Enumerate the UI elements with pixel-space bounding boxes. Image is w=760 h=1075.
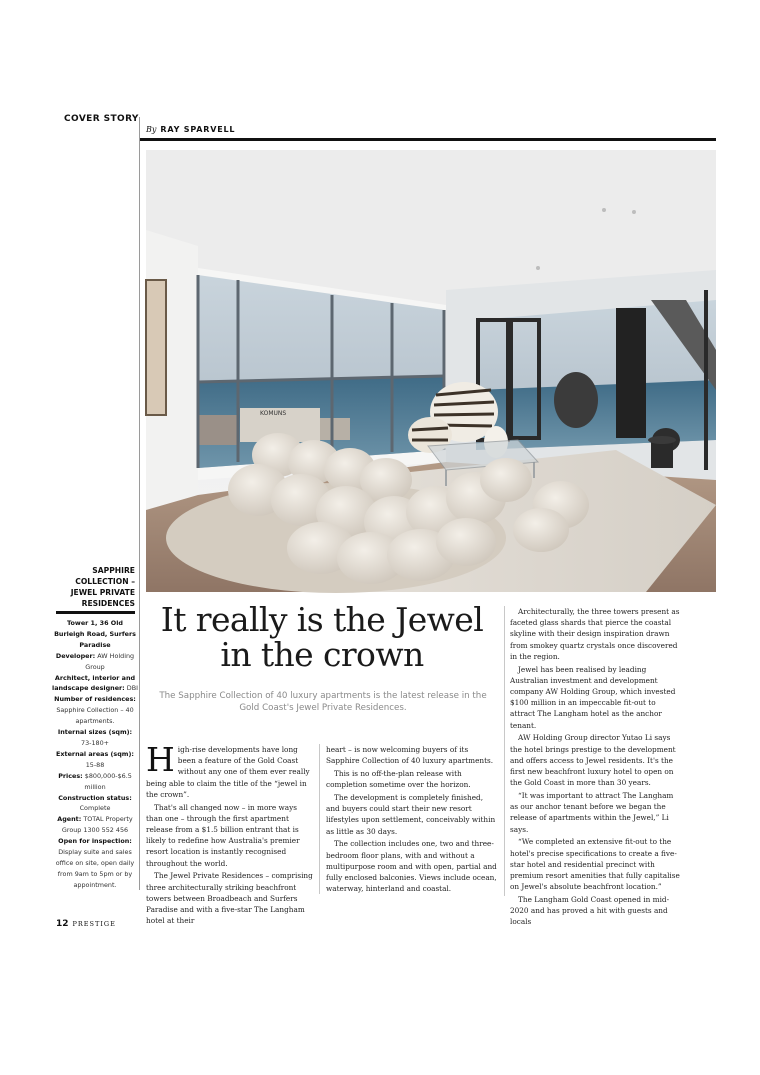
paragraph: “It was important to attract The Langham as our anchor tenant before we began the release of apartments within the Jewel,” Li says. — [510, 791, 674, 834]
paragraph: AW Holding Group director Yutao Li says the hotel brings prestige to the development and offers access to Jewel residents. It's the first new beachfront luxury hotel to open on the Gold Coast in more than 30 years. — [510, 733, 676, 788]
section-label: COVER STORY — [64, 114, 139, 124]
fact-architect: Architect, interior and landscape designer: DBI — [52, 673, 138, 693]
standfirst: The Sapphire Collection of 40 luxury apartments is the latest release in the Gold Coast's Jewel Private Residences. — [159, 691, 487, 713]
column-divider — [319, 744, 320, 894]
byline-name: RAY SPARVELL — [160, 125, 236, 134]
column-divider — [504, 606, 505, 896]
paragraph: The collection includes one, two and three-bedroom floor plans, with and without a multipurpose room and with open, partial and fully enclosed balconies. Views include ocean, waterway, hinterland and coastal. — [326, 839, 497, 894]
fact-construction-status: Construction status: Complete — [58, 793, 132, 813]
sidebar-rule — [56, 611, 135, 614]
paragraph: heart – is now welcoming buyers of its Sapphire Collection of 40 luxury apartments. — [326, 745, 494, 766]
paragraph: This is no off-the-plan release with completion sometime over the horizon. — [326, 769, 471, 790]
paragraph: The Jewel Private Residences – comprising three architecturally striking beachfront towers between Broadbeach and Surfers Paradise and with a five-star The Langham hotel at their — [146, 871, 313, 926]
folio — [56, 919, 116, 929]
sidebar-divider — [139, 117, 140, 890]
body-column-3 — [510, 606, 680, 927]
fact-address: Tower 1, 36 Old Burleigh Road, Surfers Paradise — [54, 619, 136, 649]
headline-line-2: in the crown — [220, 635, 424, 674]
paragraph: That's all changed now – in more ways than one – through the first apartment release from a $1.5 billion entrant that is likely to redefine how Australia's premier resort location is instantly recognised throughout the world. — [146, 802, 300, 868]
fact-inspection: Open for inspection: Display suite and sales office on site, open daily from 9am to 5pm or by appointment. — [55, 837, 135, 889]
byline — [146, 125, 235, 134]
headline — [146, 602, 498, 672]
paragraph: Jewel has been realised by leading Australian investment and development company AW Holding Group, which invested $100 million in an impeccable fit-out to attract The Langham hotel as the anchor tenant. — [510, 664, 676, 730]
fact-prices: Prices: $800,000-$6.5 million — [58, 771, 132, 791]
sidebar-title: SAPPHIRE COLLECTION – JEWEL PRIVATE RESIDENCES — [70, 566, 135, 608]
fact-internal-sizes: Internal sizes (sqm): 73-180+ — [57, 728, 133, 747]
publication-name: PRESTIGE — [72, 920, 116, 928]
fact-external-areas: External areas (sqm): 15-88 — [56, 749, 134, 769]
body-column-2 — [326, 744, 498, 894]
body-column-1 — [146, 740, 314, 926]
byline-prefix: By — [146, 125, 157, 134]
fact-developer: Developer: AW Holding Group — [55, 651, 135, 671]
dropcap: H — [146, 740, 175, 779]
headline-line-1: It really is the Jewel — [160, 600, 484, 639]
fact-residences: Number of residences: Sapphire Collection – 40 apartments. — [54, 695, 136, 726]
paragraph: The development is completely finished, and buyers could start their new resort lifestyles upon settlement, conceivably within as little as 30 days. — [326, 793, 496, 836]
building-sign: KOMUNS — [260, 410, 287, 417]
page-number: 12 — [56, 919, 69, 929]
paragraph: The Langham Gold Coast opened in mid-2020 and has proved a hit with guests and locals — [510, 895, 670, 927]
paragraph: Architecturally, the three towers present as faceted glass shards that pierce the coastal skyline with their design inspiration drawn from smokey quartz crystals once discovered in the region. — [510, 607, 680, 661]
paragraph: High-rise developments have long been a feature of the Gold Coast without any one of them ever really being able to claim the title of the “jewel in the crown”. — [146, 740, 310, 799]
header-rule — [140, 138, 716, 141]
living-room-photo — [146, 150, 716, 592]
sidebar-facts — [52, 618, 138, 891]
fact-agent: Agent: TOTAL Property Group 1300 552 456 — [57, 815, 133, 835]
paragraph: “We completed an extensive fit-out to the hotel's precise specifications to create a five-star hotel and residential precinct with premium resort amenities that fully capitalise on Jewel's absolute beachfront location.” — [510, 837, 680, 892]
